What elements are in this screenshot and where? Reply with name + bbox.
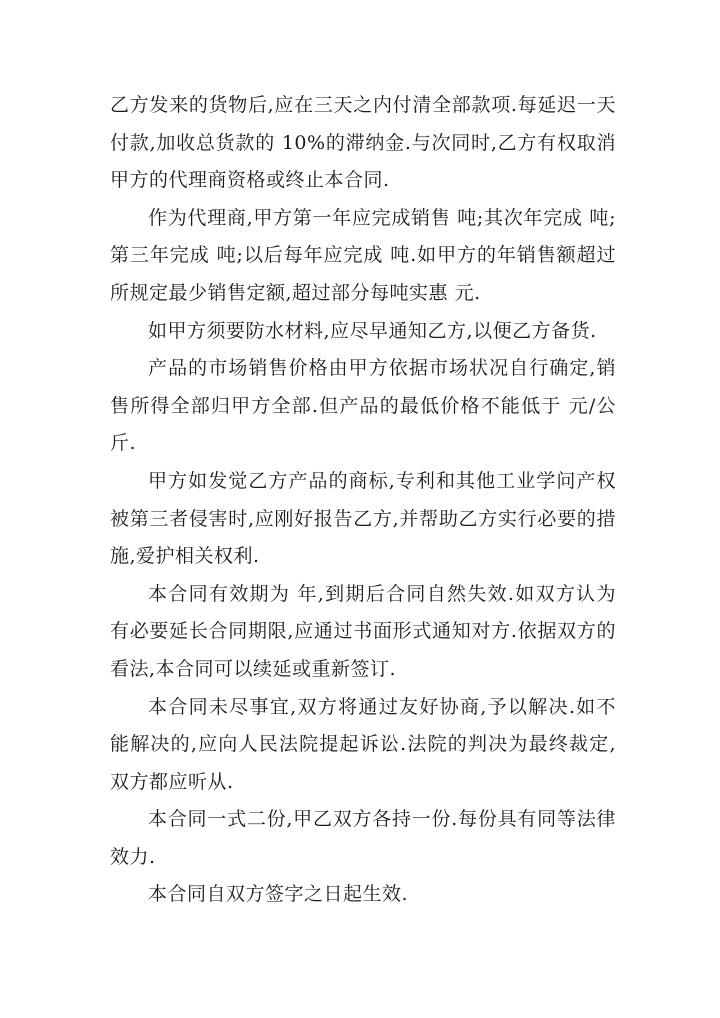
- paragraph-market-price: 产品的市场销售价格由甲方依据市场状况自行确定,销售所得全部归甲方全部.但产品的最低价格不能低于 元/公斤.: [110, 357, 616, 455]
- paragraph-material-notice: 如甲方须要防水材料,应尽早通知乙方,以便乙方备货.: [148, 319, 597, 342]
- paragraph-effective-date: 本合同自双方签字之日起生效.: [148, 883, 409, 906]
- paragraph-payment-terms: 乙方发来的货物后,应在三天之内付清全部款项.每延迟一天付款,加收总货款的 10%的滞纳金.与次同时,乙方有权取消甲方的代理商资格或终止本合同.: [110, 94, 616, 192]
- document-body: [110, 87, 616, 914]
- paragraph-sales-targets: 作为代理商,甲方第一年应完成销售 吨;其次年完成 吨;第三年完成 吨;以后每年应完成 吨.如甲方的年销售额超过所规定最少销售定额,超过部分每吨实惠 元.: [110, 206, 616, 304]
- paragraph-dispute-resolution: 本合同未尽事宜,双方将通过友好协商,予以解决.如不能解决的,应向人民法院提起诉讼.法院的判决为最终裁定,双方都应听从.: [110, 695, 616, 793]
- paragraph-validity-period: 本合同有效期为 年,到期后合同自然失效.如双方认为有必要延长合同期限,应通过书面形式通知对方.依据双方的看法,本合同可以续延或重新签订.: [110, 582, 616, 680]
- paragraph-ip-infringement: 甲方如发觉乙方产品的商标,专利和其他工业学问产权被第三者侵害时,应刚好报告乙方,并帮助乙方实行必要的措施,爱护相关权利.: [110, 469, 616, 568]
- paragraph-copies: 本合同一式二份,甲乙双方各持一份.每份具有同等法律效力.: [110, 808, 616, 868]
